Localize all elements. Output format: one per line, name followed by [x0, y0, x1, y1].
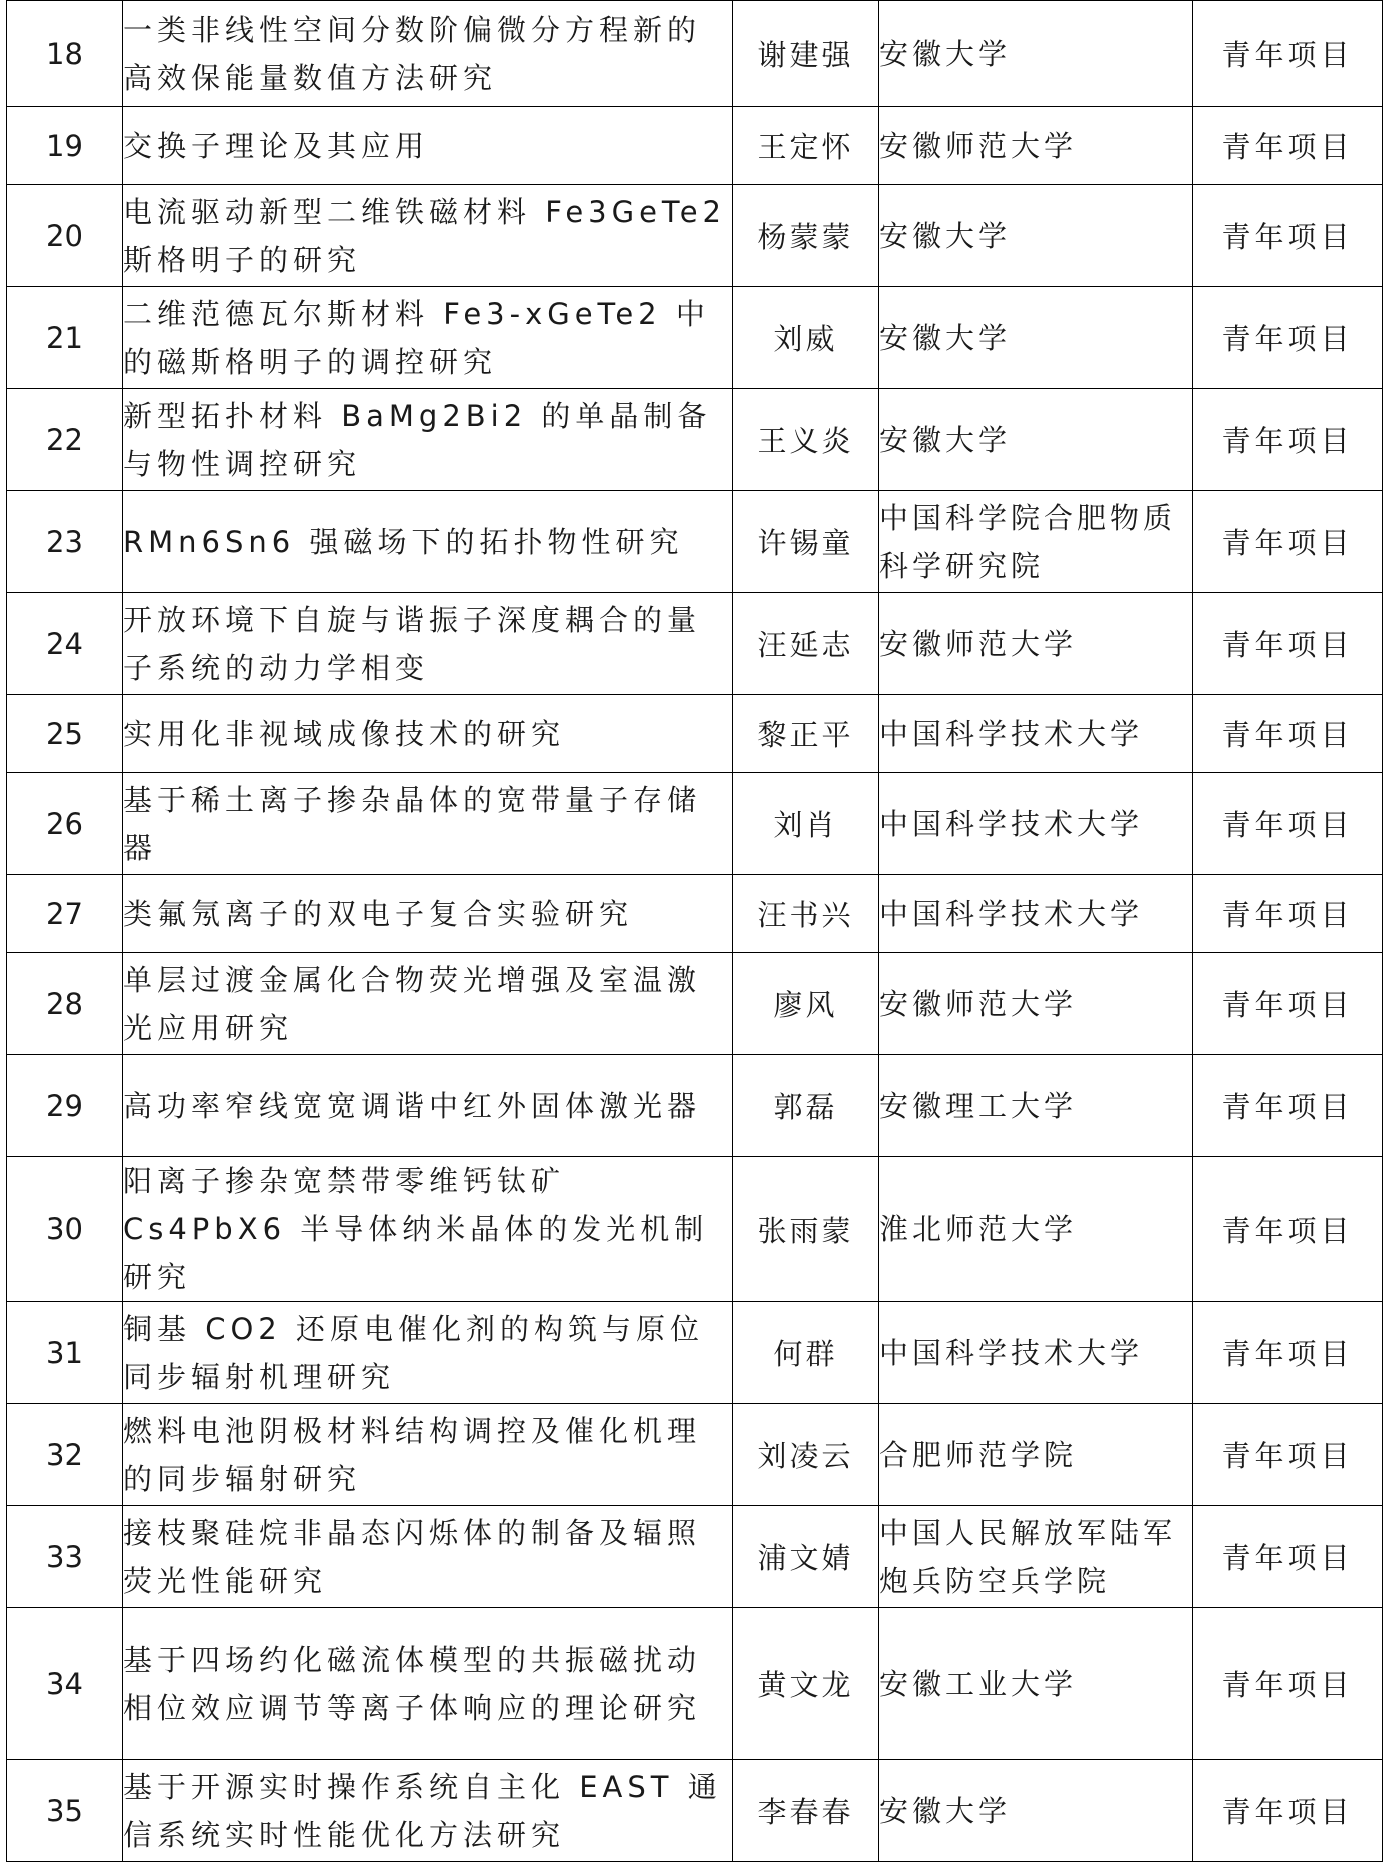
row-number: 34 [7, 1608, 123, 1760]
applicant-name: 张雨蒙 [733, 1157, 879, 1302]
project-type: 青年项目 [1193, 695, 1383, 773]
row-number: 35 [7, 1760, 123, 1862]
institution: 安徽大学 [879, 185, 1193, 287]
project-type: 青年项目 [1193, 1157, 1383, 1302]
institution: 安徽师范大学 [879, 953, 1193, 1055]
project-title: 接枝聚硅烷非晶态闪烁体的制备及辐照荧光性能研究 [123, 1506, 733, 1608]
table-row [7, 1506, 1383, 1608]
row-number: 30 [7, 1157, 123, 1302]
project-type: 青年项目 [1193, 389, 1383, 491]
table-row [7, 389, 1383, 491]
table-row [7, 875, 1383, 953]
project-title: 铜基 CO2 还原电催化剂的构筑与原位同步辐射机理研究 [123, 1302, 733, 1404]
project-title: 一类非线性空间分数阶偏微分方程新的高效保能量数值方法研究 [123, 1, 733, 107]
project-title: 基于开源实时操作系统自主化 EAST 通信系统实时性能优化方法研究 [123, 1760, 733, 1862]
project-type: 青年项目 [1193, 593, 1383, 695]
table-row [7, 185, 1383, 287]
applicant-name: 何群 [733, 1302, 879, 1404]
table-row [7, 491, 1383, 593]
project-title: 交换子理论及其应用 [123, 107, 733, 185]
applicant-name: 郭磊 [733, 1055, 879, 1157]
project-title: 阳离子掺杂宽禁带零维钙钛矿 Cs4PbX6 半导体纳米晶体的发光机制研究 [123, 1157, 733, 1302]
table-row [7, 287, 1383, 389]
institution: 安徽师范大学 [879, 107, 1193, 185]
row-number: 22 [7, 389, 123, 491]
project-title: 基于稀土离子掺杂晶体的宽带量子存储器 [123, 773, 733, 875]
applicant-name: 李春春 [733, 1760, 879, 1862]
applicant-name: 刘威 [733, 287, 879, 389]
row-number: 23 [7, 491, 123, 593]
project-title: 高功率窄线宽宽调谐中红外固体激光器 [123, 1055, 733, 1157]
applicant-name: 廖风 [733, 953, 879, 1055]
applicant-name: 黎正平 [733, 695, 879, 773]
project-type: 青年项目 [1193, 1506, 1383, 1608]
institution: 中国科学技术大学 [879, 695, 1193, 773]
applicant-name: 谢建强 [733, 1, 879, 107]
applicant-name: 汪书兴 [733, 875, 879, 953]
project-title: 二维范德瓦尔斯材料 Fe3-xGeTe2 中的磁斯格明子的调控研究 [123, 287, 733, 389]
table-row [7, 695, 1383, 773]
institution: 安徽理工大学 [879, 1055, 1193, 1157]
row-number: 26 [7, 773, 123, 875]
project-title: 电流驱动新型二维铁磁材料 Fe3GeTe2 斯格明子的研究 [123, 185, 733, 287]
table-row [7, 1055, 1383, 1157]
project-type: 青年项目 [1193, 287, 1383, 389]
applicant-name: 黄文龙 [733, 1608, 879, 1760]
project-type: 青年项目 [1193, 1055, 1383, 1157]
institution: 安徽大学 [879, 287, 1193, 389]
row-number: 19 [7, 107, 123, 185]
project-title: 燃料电池阴极材料结构调控及催化机理的同步辐射研究 [123, 1404, 733, 1506]
project-type: 青年项目 [1193, 107, 1383, 185]
applicant-name: 王定怀 [733, 107, 879, 185]
institution: 安徽大学 [879, 389, 1193, 491]
institution: 合肥师范学院 [879, 1404, 1193, 1506]
row-number: 20 [7, 185, 123, 287]
table-row [7, 953, 1383, 1055]
table-row [7, 773, 1383, 875]
row-number: 31 [7, 1302, 123, 1404]
applicant-name: 刘凌云 [733, 1404, 879, 1506]
row-number: 32 [7, 1404, 123, 1506]
project-title: 类氟氖离子的双电子复合实验研究 [123, 875, 733, 953]
table-row [7, 1608, 1383, 1760]
table-row [7, 1760, 1383, 1862]
project-type: 青年项目 [1193, 491, 1383, 593]
table-row [7, 593, 1383, 695]
project-type: 青年项目 [1193, 773, 1383, 875]
project-type: 青年项目 [1193, 875, 1383, 953]
institution: 安徽工业大学 [879, 1608, 1193, 1760]
row-number: 18 [7, 1, 123, 107]
institution: 中国科学技术大学 [879, 875, 1193, 953]
project-type: 青年项目 [1193, 953, 1383, 1055]
row-number: 29 [7, 1055, 123, 1157]
applicant-name: 许锡童 [733, 491, 879, 593]
project-type: 青年项目 [1193, 1302, 1383, 1404]
applicant-name: 汪延志 [733, 593, 879, 695]
project-title: 单层过渡金属化合物荧光增强及室温激光应用研究 [123, 953, 733, 1055]
institution: 中国科学技术大学 [879, 773, 1193, 875]
project-type: 青年项目 [1193, 1760, 1383, 1862]
row-number: 24 [7, 593, 123, 695]
table-row [7, 107, 1383, 185]
applicant-name: 浦文婧 [733, 1506, 879, 1608]
institution: 淮北师范大学 [879, 1157, 1193, 1302]
row-number: 21 [7, 287, 123, 389]
table-row [7, 1302, 1383, 1404]
project-title: 基于四场约化磁流体模型的共振磁扰动相位效应调节等离子体响应的理论研究 [123, 1608, 733, 1760]
table-row [7, 1157, 1383, 1302]
project-type: 青年项目 [1193, 1608, 1383, 1760]
row-number: 33 [7, 1506, 123, 1608]
row-number: 27 [7, 875, 123, 953]
institution: 安徽大学 [879, 1, 1193, 107]
project-type: 青年项目 [1193, 185, 1383, 287]
institution: 中国人民解放军陆军炮兵防空兵学院 [879, 1506, 1193, 1608]
institution: 中国科学技术大学 [879, 1302, 1193, 1404]
institution: 安徽师范大学 [879, 593, 1193, 695]
row-number: 28 [7, 953, 123, 1055]
applicant-name: 王义炎 [733, 389, 879, 491]
table-row [7, 1404, 1383, 1506]
project-table [6, 0, 1383, 1862]
project-title: RMn6Sn6 强磁场下的拓扑物性研究 [123, 491, 733, 593]
applicant-name: 刘肖 [733, 773, 879, 875]
institution: 中国科学院合肥物质科学研究院 [879, 491, 1193, 593]
table-row [7, 1, 1383, 107]
project-title: 新型拓扑材料 BaMg2Bi2 的单晶制备与物性调控研究 [123, 389, 733, 491]
project-title: 开放环境下自旋与谐振子深度耦合的量子系统的动力学相变 [123, 593, 733, 695]
row-number: 25 [7, 695, 123, 773]
project-type: 青年项目 [1193, 1404, 1383, 1506]
project-type: 青年项目 [1193, 1, 1383, 107]
project-title: 实用化非视域成像技术的研究 [123, 695, 733, 773]
applicant-name: 杨蒙蒙 [733, 185, 879, 287]
institution: 安徽大学 [879, 1760, 1193, 1862]
